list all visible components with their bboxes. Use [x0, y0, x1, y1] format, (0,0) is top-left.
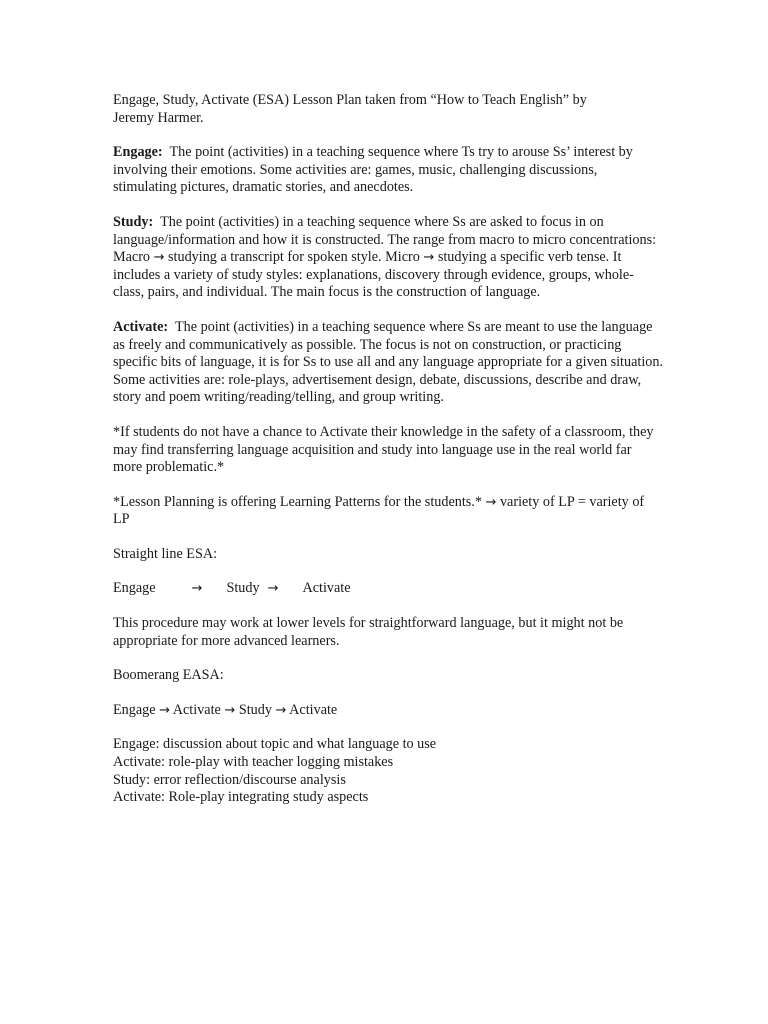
- flow-step-engage: Engage: [113, 580, 156, 597]
- document-title: [113, 92, 663, 127]
- right-arrow-icon: →: [153, 250, 165, 266]
- plan-line-engage: Engage: discussion about topic and what language to use: [113, 736, 437, 753]
- right-arrow-icon: →: [224, 702, 236, 718]
- right-arrow-icon: →: [275, 702, 287, 718]
- plan-line-activate: Activate: role-play with teacher logging mistakes: [113, 754, 394, 771]
- right-arrow-icon: →: [485, 494, 497, 510]
- activate-paragraph: [113, 319, 663, 407]
- flow-step-study: Study: [226, 580, 260, 597]
- title-line-2: Jeremy Harmer.: [113, 109, 204, 126]
- document-page: [113, 92, 663, 807]
- activate-text: The point (activities) in a teaching sequence where Ss are meant to use the language as freely and communicatively as possible. The focus is not on construction, or practicing specific bits of language, it is for Ss to use all and any language appropriate for a given situation. Some activities are: role-plays, advertisement design, debate, discussions, describe and draw, story and poem writing/reading/telling, and group writing.: [113, 318, 664, 406]
- straight-line-flow: [113, 580, 663, 598]
- lesson-planning-note-text: *Lesson Planning is offering Learning Patterns for the students.*: [113, 493, 482, 510]
- flow-step-engage: Engage: [113, 701, 156, 718]
- boomerang-heading: Boomerang EASA:: [113, 667, 224, 684]
- flow-step-activate: Activate: [302, 580, 351, 597]
- flow-step-activate: Activate: [289, 701, 338, 718]
- right-arrow-icon: →: [191, 581, 203, 597]
- study-term: Study:: [113, 213, 154, 230]
- lesson-planning-note: [113, 494, 663, 529]
- flow-step-study: Study: [238, 701, 272, 718]
- study-paragraph: [113, 214, 663, 302]
- boomerang-plan-list: [113, 736, 663, 806]
- study-text-1: The point (activities) in a teaching sequence where Ss are asked to focus in on language/information and how it is constructed. The range from macro to micro concentrations: Macro: [113, 213, 657, 266]
- plan-line-activate-final: Activate: Role-play integrating study aspects: [113, 789, 369, 806]
- lesson-planning-note-variety: variety of LP = variety of LP: [113, 493, 645, 528]
- plan-line-study: Study: error reflection/discourse analysis: [113, 771, 346, 788]
- engage-paragraph: [113, 144, 663, 197]
- flow-step-activate: Activate: [172, 701, 221, 718]
- safety-note: *If students do not have a chance to Activate their knowledge in the safety of a classroom, they may find transferring language acquisition and study into language use in the real world far more problematic.*: [113, 423, 654, 476]
- title-line-1: Engage, Study, Activate (ESA) Lesson Plan taken from “How to Teach English” by: [113, 92, 587, 108]
- straight-line-heading: Straight line ESA:: [113, 545, 218, 562]
- study-text-3: studying a specific verb tense. It includes a variety of study styles: explanations, discovery through evidence, groups, whole-class, pairs, and individual. The main focus is the construction of language.: [113, 249, 634, 301]
- engage-term: Engage:: [113, 144, 163, 161]
- right-arrow-icon: →: [423, 250, 435, 266]
- engage-text: The point (activities) in a teaching sequence where Ts try to arouse Ss’ interest by involving their emotions. Some activities are: games, music, challenging discussions, stimulating pictures, dramatic stories, and anecdotes.: [113, 144, 633, 196]
- boomerang-flow: [113, 702, 663, 720]
- study-text-2: studying a transcript for spoken style. Micro: [168, 249, 420, 266]
- right-arrow-icon: →: [159, 702, 170, 718]
- right-arrow-icon: →: [267, 581, 279, 597]
- straight-line-description: This procedure may work at lower levels for straightforward language, but it might not be appropriate for more advanced learners.: [113, 615, 624, 649]
- activate-term: Activate:: [113, 318, 169, 335]
